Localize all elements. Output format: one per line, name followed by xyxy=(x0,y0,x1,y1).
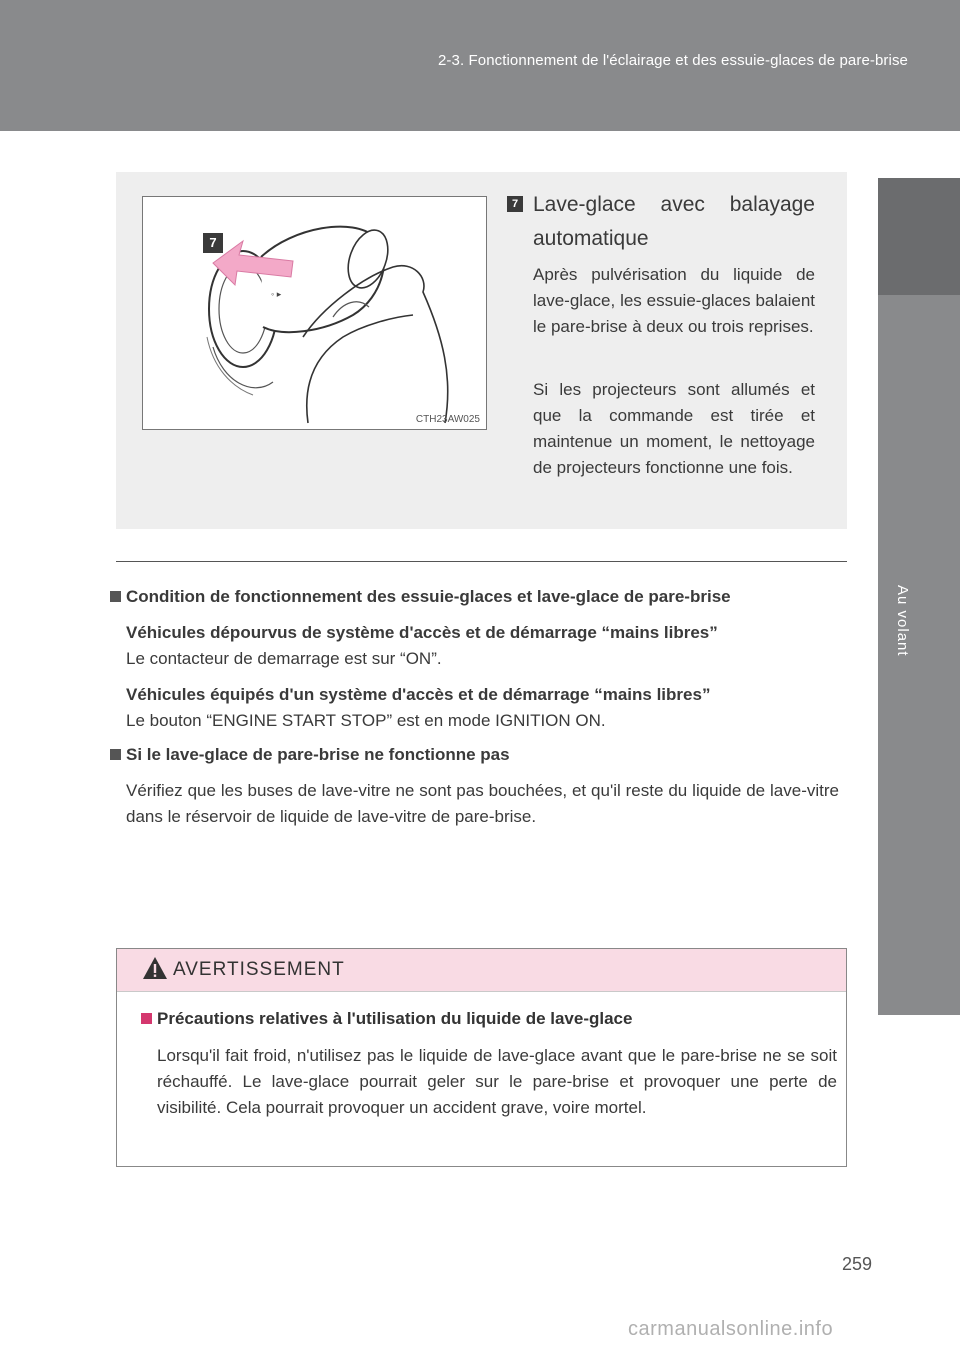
section-title: 2-3. Fonctionnement de l'éclairage et des essuie-glaces de pare-brise xyxy=(437,52,908,69)
chapter-tab xyxy=(878,153,960,1015)
lever-drawing xyxy=(143,197,486,429)
bullet-square-icon xyxy=(141,1013,152,1024)
lever-knob-inner xyxy=(219,265,267,353)
condition-sub1-text: Le contacteur de demarrage est sur “ON”. xyxy=(126,649,442,668)
callout-number: 7 xyxy=(209,235,217,250)
bullet-square-icon xyxy=(110,749,121,760)
wiper-lever-illustration xyxy=(142,196,487,430)
chapter-number: 2 xyxy=(914,153,924,170)
bullet-square-icon xyxy=(110,591,121,602)
chapter-label: Au volant xyxy=(894,585,911,657)
condition-heading: Condition de fonctionnement des essuie-glaces et lave-glace de pare-brise xyxy=(110,584,839,610)
step-badge: 7 xyxy=(507,196,523,212)
figure-code: CTH23AW025 xyxy=(415,414,480,425)
step-paragraph-1: Après pulvérisation du liquide de lave-glace, les essuie-glaces balaient le pare-brise à deux ou trois reprises. xyxy=(533,265,815,336)
warning-header xyxy=(117,949,846,992)
washer-heading: Si le lave-glace de pare-brise ne fonctionne pas xyxy=(110,742,839,768)
lever-marking: ◦ ▸ xyxy=(271,289,282,299)
hand-palm xyxy=(307,315,413,423)
warning-triangle-icon xyxy=(142,955,168,981)
condition-section xyxy=(126,584,839,830)
step-title: Lave-glace avec balayage automatique xyxy=(533,193,815,250)
warning-heading: Précautions relatives à l'utilisation du liquide de lave-glace xyxy=(141,1009,831,1029)
condition-sub2-text: Le bouton “ENGINE START STOP” est en mode IGNITION ON. xyxy=(126,711,606,730)
warning-text: Lorsqu'il fait froid, n'utilisez pas le liquide de lave-glace avant que le pare-brise ne se soit réchauffé. Le lave-glace pourrait geler sur le pare-brise et provoquer une perte de visibilité. Cela pourrait provoquer un accident grave, voire mortel. xyxy=(157,1046,837,1117)
warning-box xyxy=(116,948,847,1167)
page-number: 259 xyxy=(842,1254,873,1274)
step-paragraph-2: Si les projecteurs sont allumés et que la commande est tirée et maintenue un moment, le nettoyage de projecteurs fonctionne une fois. xyxy=(533,380,815,477)
watermark: carmanualsonline.info xyxy=(628,1318,834,1340)
condition-sub1-heading: Véhicules dépourvus de système d'accès et de démarrage “mains libres” xyxy=(126,623,718,642)
chapter-tab-marker xyxy=(878,178,960,295)
header-band xyxy=(0,0,960,131)
washer-text: Vérifiez que les buses de lave-vitre ne sont pas bouchées, et qu'il reste du liquide de lave-vitre dans le réservoir de liquide de lave-vitre de pare-brise. xyxy=(126,781,839,826)
condition-sub2-heading: Véhicules équipés d'un système d'accès et de démarrage “mains libres” xyxy=(126,685,711,704)
warning-title: AVERTISSEMENT xyxy=(173,959,345,980)
section-divider xyxy=(116,561,847,562)
